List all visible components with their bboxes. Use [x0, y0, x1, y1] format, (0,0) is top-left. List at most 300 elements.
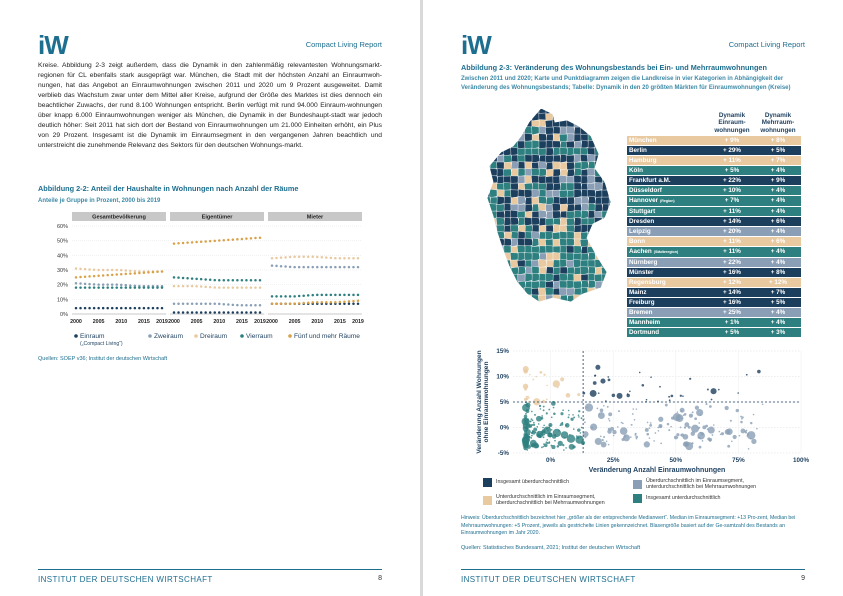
bubble	[667, 423, 670, 426]
map-district	[594, 295, 603, 303]
map-district	[560, 204, 568, 212]
bubble	[603, 405, 605, 407]
data-point	[152, 271, 155, 274]
data-point	[284, 265, 287, 268]
map-district	[601, 301, 610, 310]
bubble	[542, 427, 544, 429]
bubble	[581, 417, 583, 419]
map-district	[601, 246, 610, 254]
data-point	[254, 286, 257, 289]
data-point	[250, 311, 253, 314]
bubble	[600, 379, 605, 384]
data-point	[186, 311, 189, 314]
map-district	[483, 301, 491, 310]
bubble	[750, 422, 752, 424]
bubble	[565, 447, 567, 449]
data-point	[307, 256, 310, 258]
bubble	[558, 441, 563, 446]
data-point	[93, 283, 96, 286]
map-district	[580, 266, 589, 275]
map-district	[595, 204, 603, 212]
map-district	[497, 127, 505, 135]
data-point	[325, 301, 328, 304]
bubble	[607, 406, 609, 408]
data-point	[289, 295, 292, 298]
dynamik-mehrraum: + 5%	[755, 145, 801, 155]
map-district	[581, 105, 589, 114]
map-district	[580, 239, 589, 247]
data-point	[129, 286, 132, 289]
map-district	[595, 302, 603, 310]
map-district	[609, 120, 617, 128]
data-point	[200, 278, 203, 281]
map-district	[490, 280, 498, 289]
data-point	[120, 286, 123, 289]
table-row	[627, 297, 801, 307]
data-point	[200, 311, 203, 314]
data-point	[245, 311, 248, 314]
map-district	[504, 294, 512, 303]
map-district	[595, 239, 603, 247]
data-point	[106, 274, 109, 277]
map-district	[608, 168, 617, 177]
market-name: Bonn	[627, 236, 709, 246]
map-district	[538, 259, 547, 268]
bubble	[525, 421, 527, 423]
map-district	[483, 232, 491, 240]
bubble	[590, 423, 597, 430]
map-district	[482, 120, 491, 128]
data-point	[321, 294, 324, 297]
data-point	[120, 273, 123, 276]
data-point	[191, 241, 194, 244]
map-district	[587, 301, 596, 310]
bubble	[708, 427, 715, 434]
legend-marker	[74, 334, 78, 338]
bubble	[595, 438, 602, 445]
figure-subtitle: Anteile je Gruppe in Prozent, 2000 bis 2019	[38, 198, 161, 204]
map-district	[553, 183, 561, 191]
data-point	[102, 283, 105, 286]
legend-marker	[194, 334, 198, 338]
map-district	[567, 190, 575, 198]
data-point	[204, 240, 207, 243]
bubble	[529, 421, 531, 423]
data-point	[271, 295, 274, 298]
map-district	[483, 176, 491, 184]
dynamik-mehrraum: + 6%	[755, 236, 801, 246]
bubble	[733, 435, 737, 439]
bubble	[685, 442, 693, 450]
data-point	[321, 301, 324, 304]
bubble	[712, 434, 714, 436]
bubble	[551, 416, 553, 418]
table-row	[627, 195, 801, 206]
data-point	[330, 301, 333, 304]
data-point	[232, 238, 235, 241]
market-name: Berlin	[627, 145, 709, 155]
map-district	[608, 231, 617, 240]
data-point	[186, 285, 189, 288]
map-district	[482, 217, 491, 226]
y-tick-label: 50%	[56, 238, 68, 245]
bubble	[630, 436, 632, 438]
bubble	[709, 405, 712, 408]
bubble	[540, 430, 545, 435]
data-point	[307, 266, 310, 269]
data-point	[134, 272, 137, 275]
x-tick-label: 2010	[115, 319, 128, 325]
bubble	[575, 436, 583, 444]
bubble	[546, 385, 548, 387]
bubble	[750, 438, 752, 440]
bubble	[632, 408, 634, 410]
map-district	[601, 231, 610, 240]
map-district	[616, 218, 624, 226]
dynamik-mehrraum: + 7%	[755, 287, 801, 297]
table-row	[627, 257, 801, 267]
data-point	[156, 286, 159, 289]
data-point	[289, 256, 292, 259]
map-district	[574, 218, 582, 226]
map-district	[567, 197, 575, 205]
map-district	[525, 105, 533, 114]
x-tick-label: 2010	[213, 319, 226, 325]
bubble	[746, 374, 748, 376]
bubble	[563, 449, 565, 451]
bubble	[689, 414, 693, 418]
map-district	[524, 133, 533, 142]
table-row	[627, 226, 801, 236]
map-district	[504, 281, 512, 289]
data-point	[177, 285, 180, 288]
map-district	[490, 267, 498, 275]
map-district	[602, 225, 610, 233]
legend-label: Überdurchschnittlich im Einraumsegment, unterdurchschnittlich bei Mehrraumwohnungen	[646, 478, 757, 491]
market-name: Regensburg	[627, 277, 709, 287]
x-tick-label: 2019	[352, 319, 364, 325]
map-district	[608, 127, 617, 135]
data-point	[280, 265, 283, 268]
table-row	[627, 267, 801, 277]
map-district	[490, 148, 498, 156]
data-point	[195, 241, 198, 244]
data-point	[218, 311, 221, 314]
map-district	[518, 302, 526, 310]
map-district	[490, 127, 498, 135]
data-point	[88, 275, 91, 278]
table-row	[627, 136, 801, 146]
map-district	[504, 267, 512, 275]
market-name: Nürnberg	[627, 257, 709, 267]
map-district	[482, 281, 491, 289]
map-district	[559, 134, 568, 142]
data-point	[218, 239, 221, 242]
data-point	[334, 257, 337, 260]
table-row	[627, 145, 801, 155]
dynamik-einraum: + 11%	[709, 206, 755, 216]
bubble	[665, 404, 668, 407]
map-district	[545, 302, 554, 310]
iw-logo: iW	[38, 30, 68, 60]
data-point	[209, 286, 212, 289]
map-district	[497, 260, 505, 268]
panel-header-label: Eigentümer	[201, 214, 233, 221]
map-district	[490, 113, 498, 121]
data-point	[298, 295, 301, 298]
map-district	[483, 105, 491, 114]
map-district	[567, 204, 575, 212]
page-number: 9	[801, 575, 805, 582]
dynamik-einraum: + 7%	[709, 195, 755, 206]
data-point	[293, 256, 296, 258]
data-point	[348, 302, 351, 305]
bubble	[542, 446, 544, 448]
data-point	[75, 282, 78, 285]
data-point	[106, 283, 109, 286]
map-district	[602, 134, 610, 142]
data-point	[330, 266, 333, 269]
data-point	[254, 237, 257, 240]
y-tick-label: 40%	[56, 253, 68, 260]
bubble	[546, 441, 548, 443]
table-row	[627, 185, 801, 195]
map-district	[546, 169, 554, 177]
bubble	[608, 444, 610, 446]
data-point	[223, 239, 226, 242]
bubble	[634, 419, 636, 421]
data-point	[241, 286, 244, 289]
data-point	[232, 311, 235, 314]
data-point	[343, 257, 346, 260]
table-row	[627, 317, 801, 327]
market-name: Münster	[627, 267, 709, 277]
bubble	[688, 426, 691, 429]
map-district	[616, 169, 624, 177]
table-row	[627, 165, 801, 175]
data-point	[321, 256, 324, 259]
bubble	[578, 414, 580, 416]
page-number: 8	[378, 575, 382, 582]
map-district	[573, 302, 582, 310]
bubble	[525, 413, 527, 415]
map-district	[490, 134, 498, 142]
data-point	[223, 286, 226, 289]
bubble	[731, 440, 733, 442]
map-district	[609, 246, 617, 254]
x-axis-title: Veränderung Anzahl Einraumwohnungen	[588, 467, 726, 474]
map-district	[490, 302, 498, 310]
bubble	[741, 418, 743, 420]
bubble	[585, 403, 593, 411]
map-district	[497, 106, 505, 114]
bubble	[608, 412, 612, 416]
data-point	[120, 269, 123, 272]
market-name: Mainz	[627, 287, 709, 297]
x-tick-label: 2015	[235, 319, 248, 325]
map-district	[511, 302, 519, 310]
table-row	[627, 206, 801, 216]
data-point	[129, 272, 132, 274]
map-district	[616, 253, 624, 261]
map-district	[511, 134, 519, 142]
x-tick-label: 2005	[288, 319, 301, 325]
data-point	[280, 295, 283, 298]
legend-marker	[288, 334, 292, 338]
bubble	[527, 439, 529, 441]
bubble	[692, 411, 694, 413]
dynamik-mehrraum: + 6%	[755, 216, 801, 226]
data-point	[289, 302, 292, 305]
dynamik-mehrraum: + 4%	[755, 317, 801, 327]
germany-district-map	[483, 106, 621, 306]
map-district	[511, 127, 519, 135]
map-district	[616, 281, 624, 289]
bubble	[657, 427, 659, 429]
map-district	[602, 239, 610, 247]
bubble	[524, 398, 527, 401]
data-point	[111, 286, 114, 289]
data-point	[134, 286, 137, 289]
data-point	[241, 238, 244, 241]
map-district	[595, 133, 603, 142]
bubble	[544, 443, 548, 447]
bubble	[676, 414, 684, 422]
bubble	[627, 393, 629, 395]
map-district	[504, 274, 512, 282]
data-point	[138, 307, 141, 310]
bubble	[684, 413, 687, 416]
y-tick-label: 0%	[499, 424, 509, 432]
data-point	[213, 240, 216, 243]
data-point	[330, 257, 333, 260]
map-district	[511, 294, 519, 303]
bubble	[573, 417, 575, 419]
data-point	[195, 278, 198, 281]
dynamik-einraum: + 11%	[709, 236, 755, 246]
bubble	[548, 442, 550, 444]
bubble	[650, 422, 652, 424]
map-district	[504, 287, 512, 296]
map-district	[616, 239, 624, 247]
dynamik-mehrraum: + 4%	[755, 246, 801, 257]
map-district	[490, 274, 498, 282]
map-district	[601, 168, 610, 177]
table-row	[627, 155, 801, 165]
data-point	[129, 307, 132, 310]
map-district	[483, 245, 491, 254]
data-point	[97, 269, 100, 272]
bubble	[557, 387, 559, 389]
data-point	[204, 311, 207, 314]
market-name: Stuttgart	[627, 206, 709, 216]
map-district	[609, 225, 617, 233]
bubble	[533, 428, 537, 432]
data-point	[97, 307, 100, 310]
map-district	[490, 189, 498, 198]
bubble	[669, 399, 671, 401]
bubble	[543, 374, 545, 376]
map-district	[616, 120, 624, 128]
bubble	[533, 422, 535, 424]
data-point	[213, 302, 216, 305]
data-point	[79, 286, 82, 289]
bubble	[529, 374, 531, 376]
dynamik-einraum: + 10%	[709, 185, 755, 195]
map-district	[490, 106, 498, 114]
map-district	[510, 106, 519, 114]
data-point	[79, 282, 82, 285]
data-point	[84, 283, 87, 286]
data-point	[129, 270, 132, 273]
map-district	[616, 133, 624, 142]
data-point	[177, 242, 180, 245]
market-name: Freiburg	[627, 297, 709, 307]
dynamik-einraum: + 25%	[709, 307, 755, 317]
map-district	[489, 141, 498, 149]
bubble	[694, 417, 697, 420]
table-row	[627, 246, 801, 257]
map-district	[559, 190, 568, 198]
bubble	[727, 445, 730, 448]
bubble	[593, 381, 597, 385]
data-point	[241, 311, 244, 314]
bubble	[551, 429, 553, 431]
table-row	[627, 307, 801, 317]
bubble	[617, 426, 619, 428]
map-district	[567, 302, 575, 310]
data-point	[357, 266, 360, 269]
map-district	[532, 302, 540, 310]
bubble	[737, 392, 739, 394]
map-district	[616, 204, 624, 212]
data-point	[93, 269, 96, 272]
map-district	[616, 210, 624, 219]
bubble	[762, 403, 764, 405]
data-point	[316, 294, 319, 297]
x-tick-label: 50%	[669, 457, 683, 464]
map-district	[574, 189, 582, 198]
data-point	[191, 302, 194, 305]
map-district	[573, 281, 582, 289]
data-point	[75, 267, 78, 270]
bubble	[599, 413, 601, 415]
bubble	[730, 420, 732, 422]
bubble	[691, 425, 699, 433]
bubble	[629, 391, 631, 393]
map-district	[587, 232, 596, 240]
bubble	[700, 414, 702, 416]
bubble	[562, 444, 564, 446]
map-district	[518, 113, 526, 121]
data-point	[134, 307, 137, 310]
map-district	[602, 120, 610, 128]
bubble	[539, 435, 541, 437]
bubble	[668, 396, 670, 398]
dynamik-mehrraum: + 4%	[755, 257, 801, 267]
bubble	[573, 428, 575, 430]
x-tick-label: 2000	[266, 319, 278, 325]
legend-marker	[148, 334, 152, 338]
map-district	[545, 218, 554, 226]
bubble	[624, 436, 626, 438]
map-district	[588, 113, 596, 121]
data-point	[330, 294, 333, 297]
legend-label: Vierraum	[246, 333, 273, 340]
map-district	[588, 120, 596, 128]
data-point	[227, 239, 230, 242]
bubble	[639, 372, 641, 374]
